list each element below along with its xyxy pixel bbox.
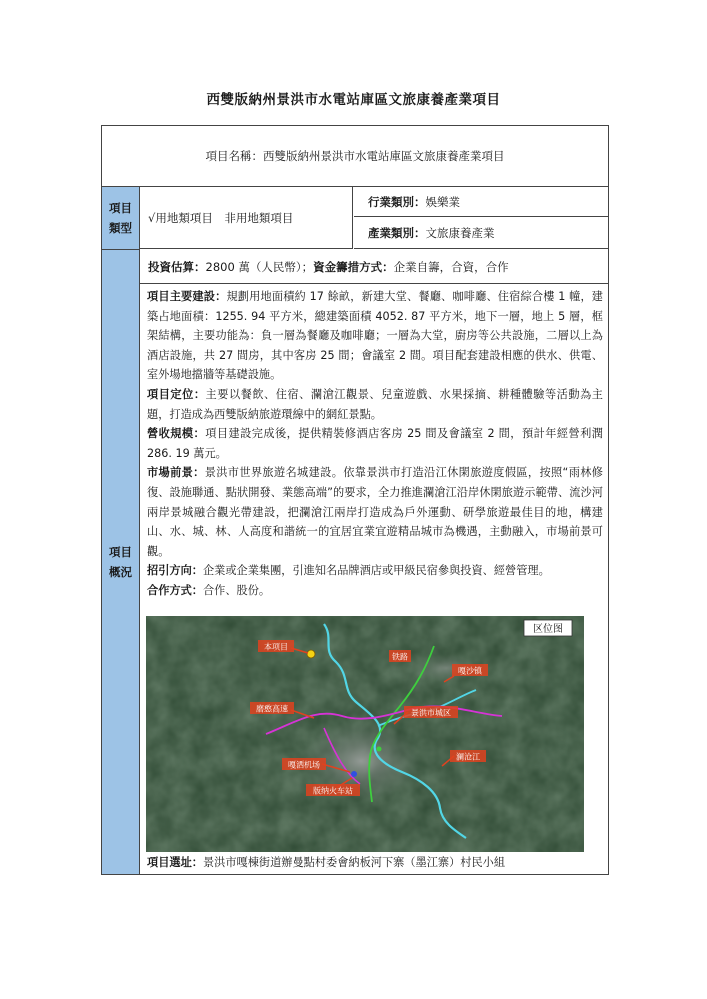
industry-cell [354,187,608,217]
map-label-river: 澜沧江 [456,752,480,762]
address-text: 景洪市嘎棟街道辦曼點村委會納板河下寨（墨江寨）村民小組 [202,856,506,869]
map-label-railway: 铁路 [392,652,408,662]
map-label-airport: 嘎洒机场 [288,760,320,770]
industry-label: 行業類別： [368,194,426,209]
positioning-paragraph [147,385,603,424]
revenue-paragraph [147,424,603,463]
map-label-gasa: 嘎沙镇 [458,666,482,676]
address-label: 項目選址： [147,856,203,869]
project-overview-label [102,250,140,874]
market-label: 市場前景： [147,466,205,480]
investment-value: 2800 萬（人民幣）； [205,259,314,274]
attract-paragraph [147,561,603,581]
project-name-row [102,126,608,187]
category-value: 文旅康養產業 [425,226,495,240]
market-text: 景洪市世界旅遊名城建設。依靠景洪市打造沿江休閑旅遊度假區，按照“雨林修復、設施聯通、點狀開發、業態高端”的要求，全力推進瀾滄江沿岸休閑旅遊示範帶、流沙河兩岸景城融合觀光帶建設，把瀾滄江兩岸打造成為戶外運動、研學旅遊最佳目的地，構建山、水、城、林、人高度和諧統一的宜居宜業宜遊精品城市為機遇，主動融入，市場前景可觀。 [147,466,603,558]
legend-title: 区位图 [533,624,563,635]
coop-paragraph [147,581,603,601]
type-label-line1: 項目 [109,201,132,215]
overview-label-line2: 概況 [109,565,132,579]
address-row [147,854,603,872]
coop-text: 合作、股份。 [202,583,271,597]
map-label-station: 版纳火车站 [313,786,353,796]
overview-body [147,287,603,601]
map-label-city: 景洪市城区 [411,708,451,718]
project-name-text: 項目名稱：西雙版納州景洪市水電站庫區文旅康養產業項目 [205,149,505,163]
attract-label: 招引方向： [147,564,203,578]
construction-paragraph [147,287,603,385]
revenue-text: 項目建設完成後，提供精裝修酒店客房 25 間及會議室 2 間，預計年經營利潤 286. 19 萬元。 [147,427,603,460]
overview-label-line1: 項目 [109,545,132,559]
investment-label: 投資估算： [148,259,206,274]
map-label-project: 本项目 [264,642,288,652]
coop-label: 合作方式： [147,583,203,597]
positioning-label: 項目定位： [147,387,206,401]
airport-marker [351,771,357,777]
location-map [146,616,584,852]
project-type-label [102,187,140,250]
funding-label: 資金籌措方式： [313,259,394,274]
type-label-line2: 類型 [109,221,132,235]
category-cell [354,218,608,249]
document-title: 西雙版納州景洪市水電站庫區文旅康養產業項目 [206,92,501,108]
market-paragraph [147,463,603,561]
investment-row [140,250,608,284]
construction-label: 項目主要建設： [147,290,227,303]
industry-value: 娛樂業 [425,194,460,209]
land-use-cell [140,187,353,249]
category-label: 產業類別： [368,226,426,240]
project-table [101,125,609,875]
construction-text: 規劃用地面積約 17 餘畝，新建大堂、餐廳、咖啡廳、住宿綜合樓 1 幢，建築占地面積：1255. 94 平方米，總建築面積 4052. 87 平方米，地下一層，地上 5 層，框架結構，主要功能為：負一層為餐廳及咖啡廳；一層為大堂，廚房等公共設施，二層以上為酒店設施，共 27 間房，其中客房 25 間；會議室 2 間。項目配套建設相應的供水、供電、室外場地擋牆等基礎設施。 [147,290,603,382]
attract-text: 企業或企業集團，引進知名品牌酒店或甲級民宿參與投資、經營管理。 [202,564,550,578]
land-use-text: √用地類項目 非用地類項目 [148,210,294,225]
project-marker [307,650,315,658]
map-label-expressway: 磨憨高速 [256,704,288,714]
funding-value: 企業自籌，合資，合作 [393,259,509,274]
station-marker [377,747,382,752]
revenue-label: 營收規模： [147,427,206,441]
positioning-text: 主要以餐飲、住宿、瀾滄江觀景、兒童遊戲、水果採摘、耕種體驗等活動為主題，打造成為西雙版納旅遊環線中的網紅景點。 [147,387,603,421]
